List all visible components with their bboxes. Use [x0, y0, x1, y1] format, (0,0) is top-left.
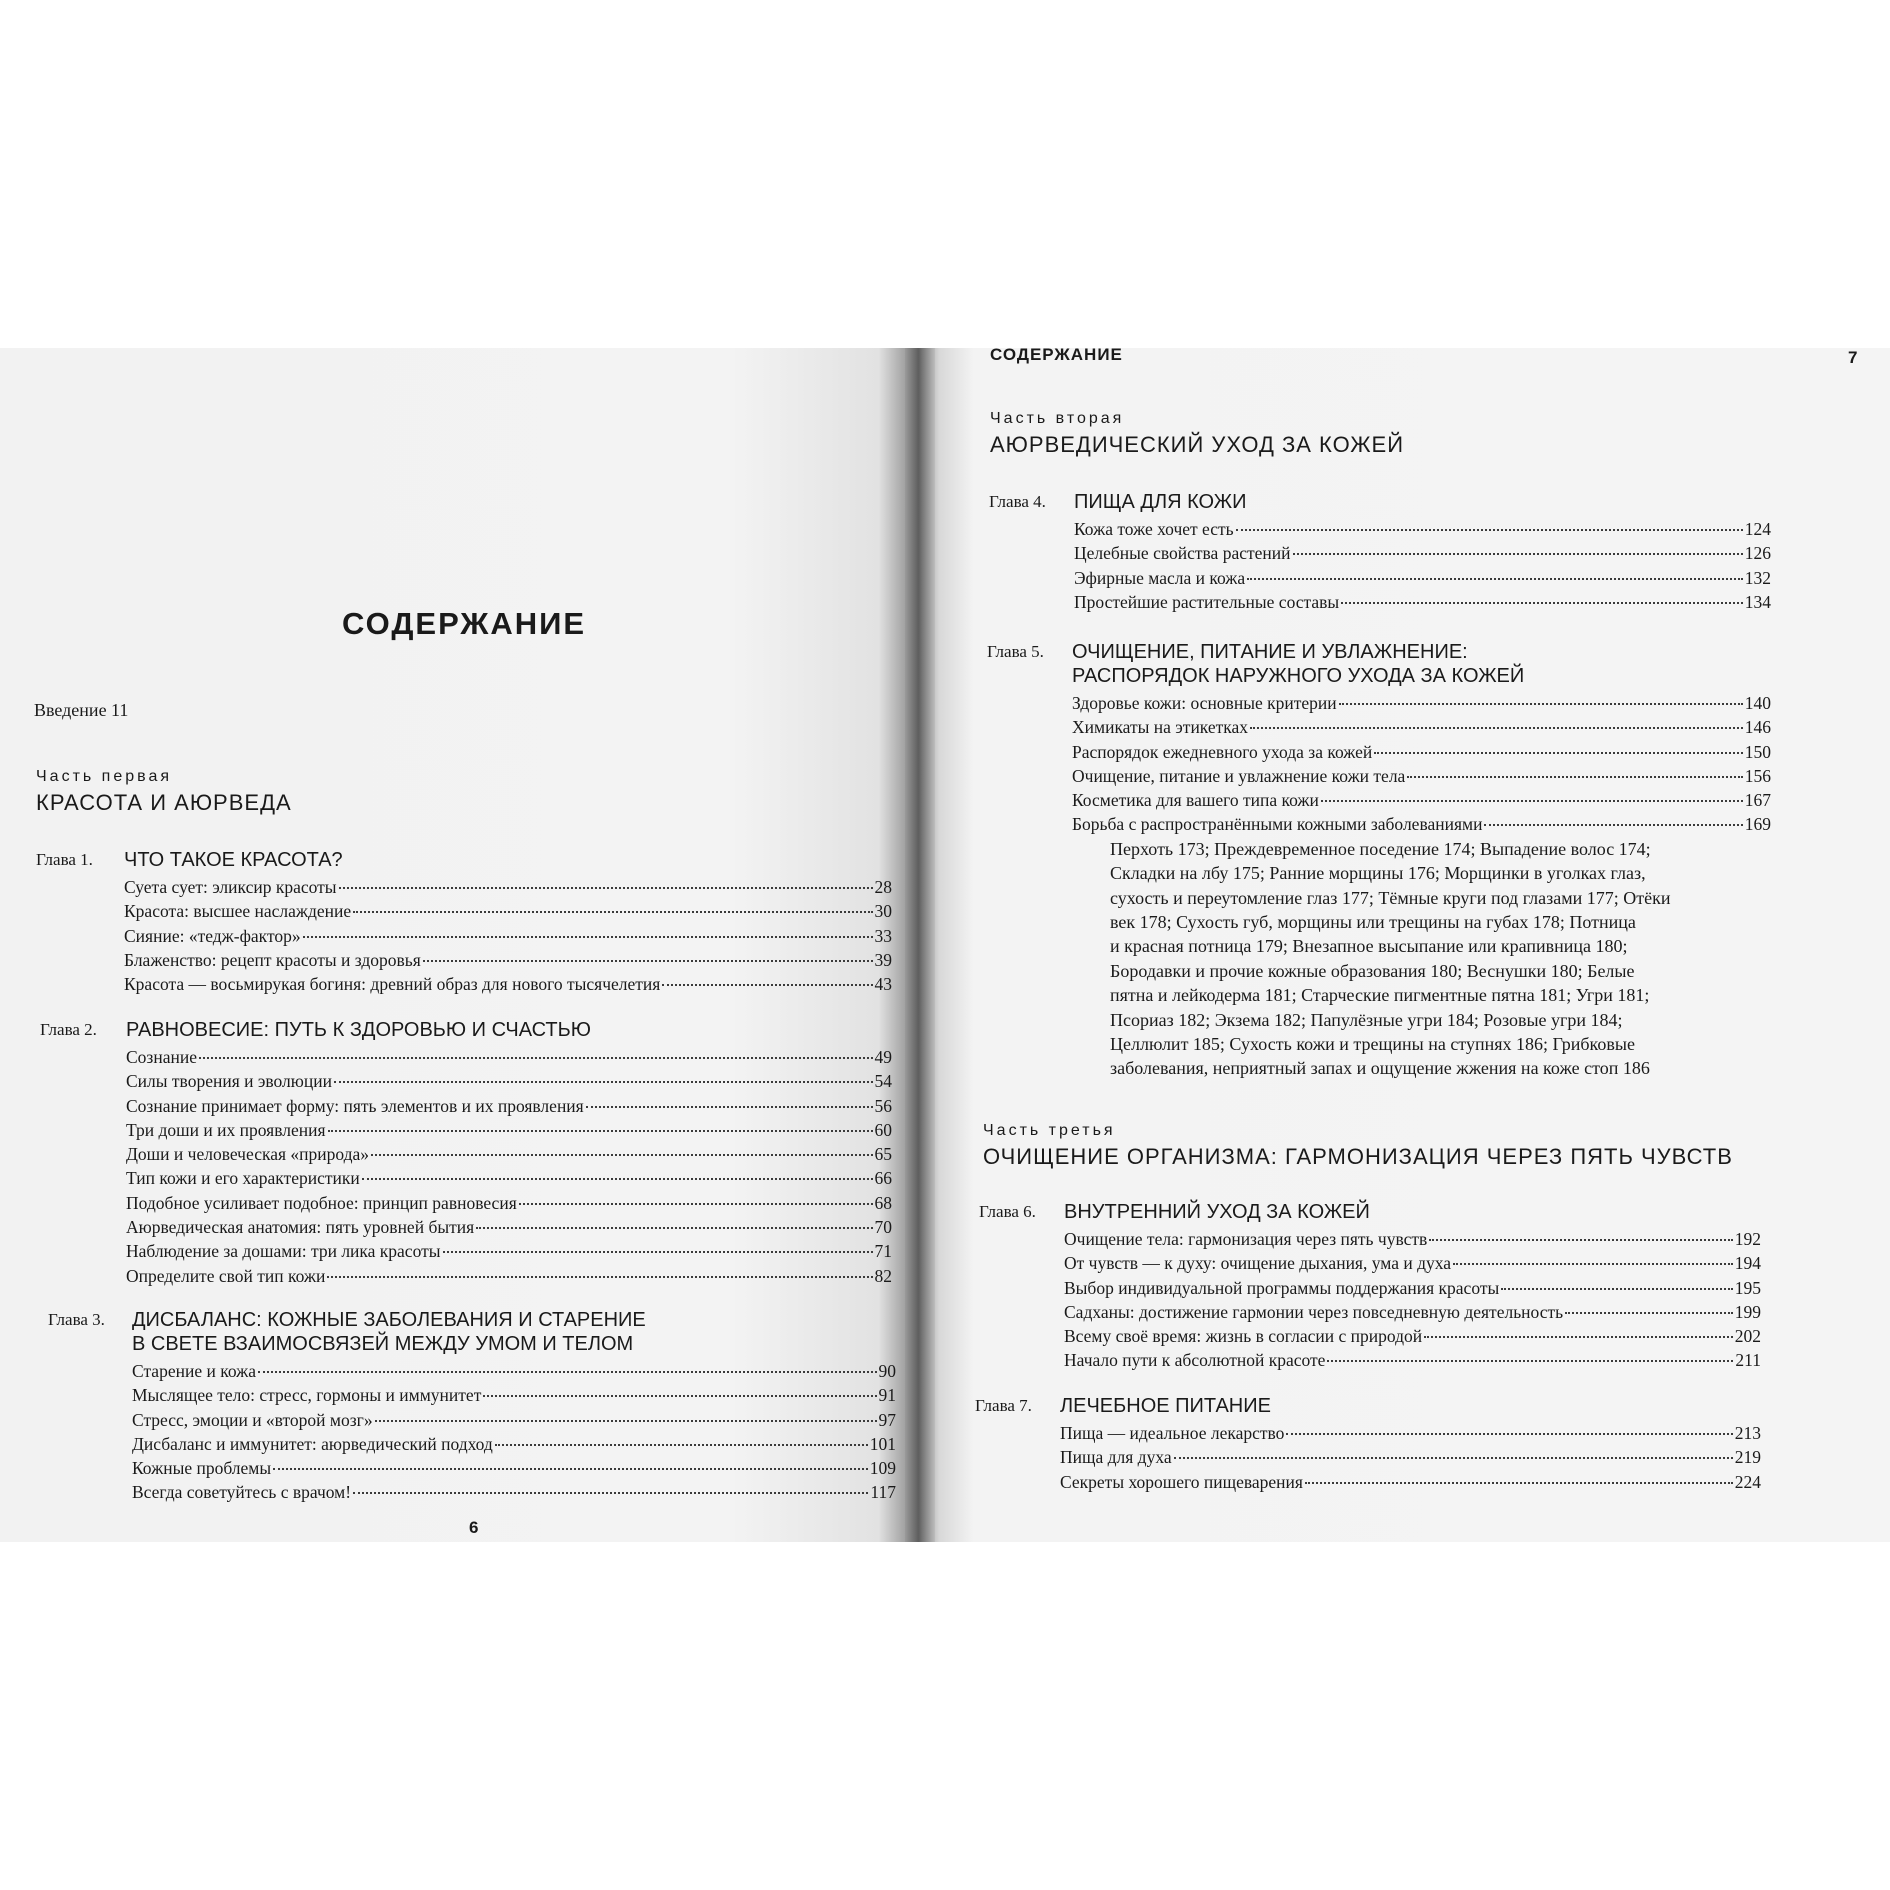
dot-leader: [1174, 1457, 1733, 1459]
dot-leader: [476, 1227, 872, 1229]
dot-leader: [362, 1178, 873, 1180]
toc-entry: [132, 1456, 896, 1480]
toc-entry: [126, 1191, 892, 1215]
entry-page: 82: [874, 1265, 892, 1286]
entry-title: Пища для духа: [1060, 1447, 1172, 1468]
chapter-6: [979, 1200, 1761, 1373]
dot-leader: [586, 1106, 873, 1108]
subtopic-line: заболевания, неприятный запах и ощущение жжения на коже стоп 186: [1110, 1058, 1650, 1079]
entry-title: Садханы: достижение гармонии через повседневную деятельность: [1064, 1301, 1564, 1322]
entry-title: Наблюдение за дошами: три лика красоты: [126, 1241, 441, 1262]
entry-page: 156: [1744, 765, 1771, 786]
entry-page: 65: [874, 1144, 892, 1165]
dot-leader: [1424, 1336, 1733, 1338]
chapter-number: Глава 2.: [40, 1020, 97, 1039]
entry-title: Силы творения и эволюции: [126, 1071, 332, 1092]
entry-page: 91: [878, 1385, 896, 1406]
dot-leader: [1374, 752, 1742, 754]
toc-entry: [1072, 764, 1771, 788]
chapter-title: ЧТО ТАКОЕ КРАСОТА?: [124, 849, 343, 871]
page-number-right: 7: [1848, 348, 1858, 367]
toc-entry: [124, 948, 892, 972]
toc-entry: [132, 1432, 896, 1456]
entry-page: 219: [1734, 1447, 1761, 1468]
chapter-title: РАСПОРЯДОК НАРУЖНОГО УХОДА ЗА КОЖЕЙ: [1072, 665, 1525, 687]
dot-leader: [1453, 1263, 1733, 1265]
chapter-title: ВНУТРЕННИЙ УХОД ЗА КОЖЕЙ: [1064, 1201, 1370, 1223]
entry-title: Подобное усиливает подобное: принцип равновесия: [126, 1192, 517, 1213]
chapter-2: [40, 1018, 892, 1288]
entry-page: 54: [874, 1071, 892, 1092]
entry-list: [1072, 691, 1771, 837]
dot-leader: [339, 887, 873, 889]
dot-leader: [1407, 776, 1742, 778]
chapter-body: [1072, 640, 1771, 1081]
dot-leader: [371, 1154, 872, 1156]
toc-entry: [126, 1166, 892, 1190]
toc-entry: [132, 1480, 896, 1504]
dot-leader: [423, 960, 873, 962]
dot-leader: [1293, 553, 1743, 555]
entry-list: [124, 875, 892, 996]
entry-title: Дисбаланс и иммунитет: аюрведический подход: [132, 1433, 493, 1454]
entry-page: 97: [878, 1409, 896, 1430]
entry-page: 211: [1735, 1350, 1761, 1371]
subtopic-line: сухость и переутомление глаз 177; Тёмные круги под глазами 177; Отёки: [1110, 887, 1671, 908]
dot-leader: [353, 1492, 868, 1494]
toc-entry: [124, 875, 892, 899]
toc-entry: [124, 924, 892, 948]
part-title: ОЧИЩЕНИЕ ОРГАНИЗМА: ГАРМОНИЗАЦИЯ ЧЕРЕЗ ПЯТЬ ЧУВСТВ: [983, 1144, 1733, 1169]
toc-entry: [1064, 1300, 1761, 1324]
part-label: Часть первая: [36, 768, 173, 785]
dot-leader: [443, 1251, 873, 1253]
dot-leader: [1339, 703, 1743, 705]
part-three-heading: [983, 1122, 1733, 1170]
entry-title: Красота: высшее наслаждение: [124, 901, 352, 922]
entry-page: 202: [1734, 1326, 1761, 1347]
entry-title: Секреты хорошего пищеварения: [1060, 1471, 1303, 1492]
dot-leader: [258, 1371, 877, 1373]
dot-leader: [1321, 800, 1743, 802]
entry-title: Блаженство: рецепт красоты и здоровья: [124, 949, 421, 970]
chapter-number: Глава 7.: [975, 1396, 1032, 1415]
subtopic-list: [1110, 837, 1771, 1081]
dot-leader: [483, 1395, 876, 1397]
entry-title: Начало пути к абсолютной красоте: [1064, 1350, 1326, 1371]
entry-list: [1064, 1227, 1761, 1373]
toc-entry: [126, 1118, 892, 1142]
entry-list: [1074, 517, 1771, 614]
entry-list: [1060, 1421, 1761, 1494]
dot-leader: [353, 911, 872, 913]
toc-entry: [1064, 1251, 1761, 1275]
chapter-5: [987, 640, 1771, 1081]
toc-entry: [124, 899, 892, 923]
entry-title: Очищение тела: гармонизация через пять чувств: [1064, 1229, 1428, 1249]
entry-title: От чувств — к духу: очищение дыхания, ума и духа: [1064, 1253, 1452, 1274]
entry-title: Кожные проблемы: [132, 1458, 272, 1479]
part-title: КРАСОТА И АЮРВЕДА: [36, 790, 292, 815]
part-label: Часть третья: [983, 1122, 1116, 1139]
dot-leader: [1327, 1360, 1733, 1362]
toc-entry: [1072, 691, 1771, 715]
subtopic-line: пятна и лейкодерма 181; Старческие пигментные пятна 181; Угри 181;: [1110, 985, 1650, 1006]
entry-title: Тип кожи и его характеристики: [126, 1168, 360, 1189]
entry-title: Простейшие растительные составы: [1074, 591, 1340, 612]
chapter-number: Глава 3.: [48, 1310, 105, 1329]
entry-title: Очищение, питание и увлажнение кожи тела: [1072, 765, 1406, 786]
toc-entry: [1072, 812, 1771, 836]
chapter-title: ДИСБАЛАНС: КОЖНЫЕ ЗАБОЛЕВАНИЯ И СТАРЕНИЕ: [132, 1309, 646, 1331]
chapter-number: Глава 4.: [989, 492, 1046, 511]
entry-title: Сознание: [126, 1047, 197, 1067]
chapter-body: [1060, 1394, 1761, 1494]
chapter-7: [975, 1394, 1761, 1494]
dot-leader: [1484, 824, 1742, 826]
toc-entry: [126, 1069, 892, 1093]
page-title: СОДЕРЖАНИЕ: [342, 606, 587, 641]
entry-page: 30: [874, 901, 892, 922]
running-head: СОДЕРЖАНИЕ: [990, 348, 1123, 364]
entry-title: Целебные свойства растений: [1074, 543, 1291, 564]
dot-leader: [303, 936, 873, 938]
entry-page: 60: [874, 1119, 892, 1140]
entry-page: 167: [1744, 790, 1771, 811]
subtopic-line: Псориаз 182; Экзема 182; Папулёзные угри 184; Розовые угри 184;: [1110, 1009, 1623, 1030]
entry-page: 33: [874, 925, 892, 946]
entry-page: 68: [874, 1192, 892, 1213]
entry-list: [126, 1045, 892, 1288]
toc-entry: [126, 1094, 892, 1118]
dot-leader: [1565, 1312, 1733, 1314]
entry-title: Пища — идеальное лекарство: [1060, 1423, 1285, 1443]
part-two-heading: [990, 410, 1404, 458]
entry-title: Всегда советуйтесь с врачом!: [132, 1482, 352, 1503]
toc-entry: [1074, 566, 1771, 590]
dot-leader: [495, 1444, 868, 1446]
entry-page: 126: [1744, 543, 1771, 564]
dot-leader: [1247, 578, 1743, 580]
entry-page: 195: [1734, 1277, 1761, 1298]
entry-title: Эфирные масла и кожа: [1074, 567, 1246, 588]
left-page: [0, 348, 915, 1542]
chapter-number: Глава 1.: [36, 850, 93, 869]
entry-title: Сознание принимает форму: пять элементов и их проявления: [126, 1095, 584, 1116]
chapter-4: [989, 490, 1771, 614]
dot-leader: [1236, 529, 1743, 531]
entry-page: 28: [874, 877, 892, 897]
toc-entry: [1060, 1470, 1761, 1494]
entry-title: Аюрведическая анатомия: пять уровней бытия: [126, 1217, 475, 1238]
entry-page: 109: [869, 1458, 896, 1479]
chapter-title: РАВНОВЕСИЕ: ПУТЬ К ЗДОРОВЬЮ И СЧАСТЬЮ: [126, 1019, 591, 1041]
right-page: [915, 348, 1890, 1542]
entry-page: 101: [869, 1433, 896, 1454]
entry-title: Мыслящее тело: стресс, гормоны и иммунитет: [132, 1385, 482, 1406]
entry-page: 194: [1734, 1253, 1761, 1274]
subtopic-line: Бородавки и прочие кожные образования 180; Веснушки 180; Белые: [1110, 960, 1635, 981]
chapter-body: [126, 1018, 892, 1288]
toc-entry: [1064, 1227, 1761, 1251]
book-spread: [0, 348, 1890, 1542]
entry-title: Суета сует: эликсир красоты: [124, 877, 337, 897]
toc-entry: [132, 1408, 896, 1432]
entry-page: 192: [1734, 1229, 1761, 1249]
toc-entry: [1060, 1445, 1761, 1469]
toc-entry: [1072, 788, 1771, 812]
toc-entry: [1072, 715, 1771, 739]
toc-entry: [132, 1359, 896, 1383]
subtopic-line: и красная потница 179; Внезапное высыпание или крапивница 180;: [1110, 936, 1628, 957]
subtopic-line: Перхоть 173; Преждевременное поседение 174; Выпадение волос 174;: [1110, 838, 1651, 859]
dot-leader: [662, 984, 872, 986]
entry-page: 224: [1734, 1471, 1761, 1492]
entry-page: 132: [1744, 567, 1771, 588]
entry-page: 150: [1744, 741, 1771, 762]
chapter-body: [1064, 1200, 1761, 1373]
toc-entry: [1074, 517, 1771, 541]
part-one-heading: [36, 768, 292, 816]
toc-entry: [1074, 541, 1771, 565]
toc-entry: [124, 972, 892, 996]
chapter-body: [132, 1308, 896, 1505]
entry-title: Стресс, эмоции и «второй мозг»: [132, 1409, 373, 1430]
toc-entry: [126, 1045, 892, 1069]
entry-title: Всему своё время: жизнь в согласии с природой: [1064, 1326, 1423, 1347]
toc-entry: [126, 1142, 892, 1166]
entry-page: 71: [874, 1241, 892, 1262]
entry-page: 146: [1744, 717, 1771, 738]
entry-title: Сияние: «тедж-фактор»: [124, 925, 301, 946]
entry-page: 66: [874, 1168, 892, 1189]
entry-page: 117: [870, 1482, 896, 1503]
dot-leader: [273, 1468, 868, 1470]
part-label: Часть вторая: [990, 410, 1125, 427]
introduction-entry: Введение 11: [34, 700, 129, 720]
part-title: АЮРВЕДИЧЕСКИЙ УХОД ЗА КОЖЕЙ: [990, 432, 1405, 457]
dot-leader: [1429, 1239, 1732, 1241]
entry-title: Химикаты на этикетках: [1072, 717, 1249, 738]
entry-title: Старение и кожа: [132, 1361, 256, 1381]
dot-leader: [1341, 602, 1743, 604]
subtopic-line: век 178; Сухость губ, морщины или трещины на губах 178; Потница: [1110, 912, 1636, 932]
entry-page: 134: [1744, 591, 1771, 612]
chapter-1: [36, 848, 892, 996]
entry-title: Доши и человеческая «природа»: [126, 1144, 370, 1165]
entry-title: Определите свой тип кожи: [126, 1265, 326, 1286]
toc-entry: [126, 1239, 892, 1263]
dot-leader: [375, 1420, 877, 1422]
entry-page: 56: [874, 1095, 892, 1116]
toc-entry: [1072, 740, 1771, 764]
entry-page: 199: [1734, 1301, 1761, 1322]
toc-entry: [1064, 1348, 1761, 1372]
chapter-title: ЛЕЧЕБНОЕ ПИТАНИЕ: [1060, 1395, 1271, 1417]
toc-entry: [126, 1264, 892, 1288]
book-gutter: [905, 348, 935, 1542]
entry-title: Три доши и их проявления: [126, 1119, 326, 1140]
entry-title: Выбор индивидуальной программы поддержания красоты: [1064, 1277, 1500, 1298]
entry-title: Красота — восьмирукая богиня: древний образ для нового тысячелетия: [124, 974, 661, 995]
subtopic-line: Целлюлит 185; Сухость кожи и трещины на ступнях 186; Грибковые: [1110, 1034, 1635, 1055]
entry-title: Здоровье кожи: основные критерии: [1072, 693, 1337, 713]
dot-leader: [334, 1081, 873, 1083]
dot-leader: [1286, 1433, 1732, 1435]
entry-page: 49: [874, 1047, 892, 1067]
entry-page: 140: [1744, 693, 1771, 713]
entry-title: Борьба с распространёнными кожными заболеваниями: [1072, 814, 1483, 835]
chapter-number: Глава 6.: [979, 1202, 1036, 1221]
entry-page: 169: [1744, 814, 1771, 835]
entry-page: 90: [878, 1361, 896, 1381]
page-number-left: 6: [469, 1518, 479, 1537]
entry-page: 124: [1744, 519, 1771, 539]
dot-leader: [327, 1276, 872, 1278]
dot-leader: [1501, 1288, 1732, 1290]
entry-page: 213: [1734, 1423, 1761, 1443]
chapter-number: Глава 5.: [987, 642, 1044, 661]
dot-leader: [199, 1057, 873, 1059]
entry-list: [132, 1359, 896, 1505]
toc-entry: [132, 1383, 896, 1407]
toc-entry: [1060, 1421, 1761, 1445]
dot-leader: [1305, 1482, 1733, 1484]
toc-entry: [1074, 590, 1771, 614]
chapter-title: В СВЕТЕ ВЗАИМОСВЯЗЕЙ МЕЖДУ УМОМ И ТЕЛОМ: [132, 1333, 634, 1355]
entry-title: Распорядок ежедневного ухода за кожей: [1072, 741, 1373, 762]
chapter-body: [1074, 490, 1771, 614]
toc-entry: [1064, 1324, 1761, 1348]
entry-title: Кожа тоже хочет есть: [1074, 519, 1234, 539]
chapter-body: [124, 848, 892, 996]
dot-leader: [519, 1203, 873, 1205]
entry-title: Косметика для вашего типа кожи: [1072, 790, 1319, 811]
chapter-title: ОЧИЩЕНИЕ, ПИТАНИЕ И УВЛАЖНЕНИЕ:: [1072, 641, 1468, 663]
toc-entry: [1064, 1276, 1761, 1300]
dot-leader: [328, 1130, 873, 1132]
dot-leader: [1250, 727, 1743, 729]
toc-entry: [126, 1215, 892, 1239]
entry-page: 70: [874, 1217, 892, 1238]
subtopic-line: Складки на лбу 175; Ранние морщины 176; Морщинки в уголках глаз,: [1110, 863, 1646, 884]
entry-page: 43: [874, 974, 892, 995]
entry-page: 39: [874, 949, 892, 970]
chapter-3: [48, 1308, 896, 1505]
chapter-title: ПИЩА ДЛЯ КОЖИ: [1074, 491, 1247, 513]
